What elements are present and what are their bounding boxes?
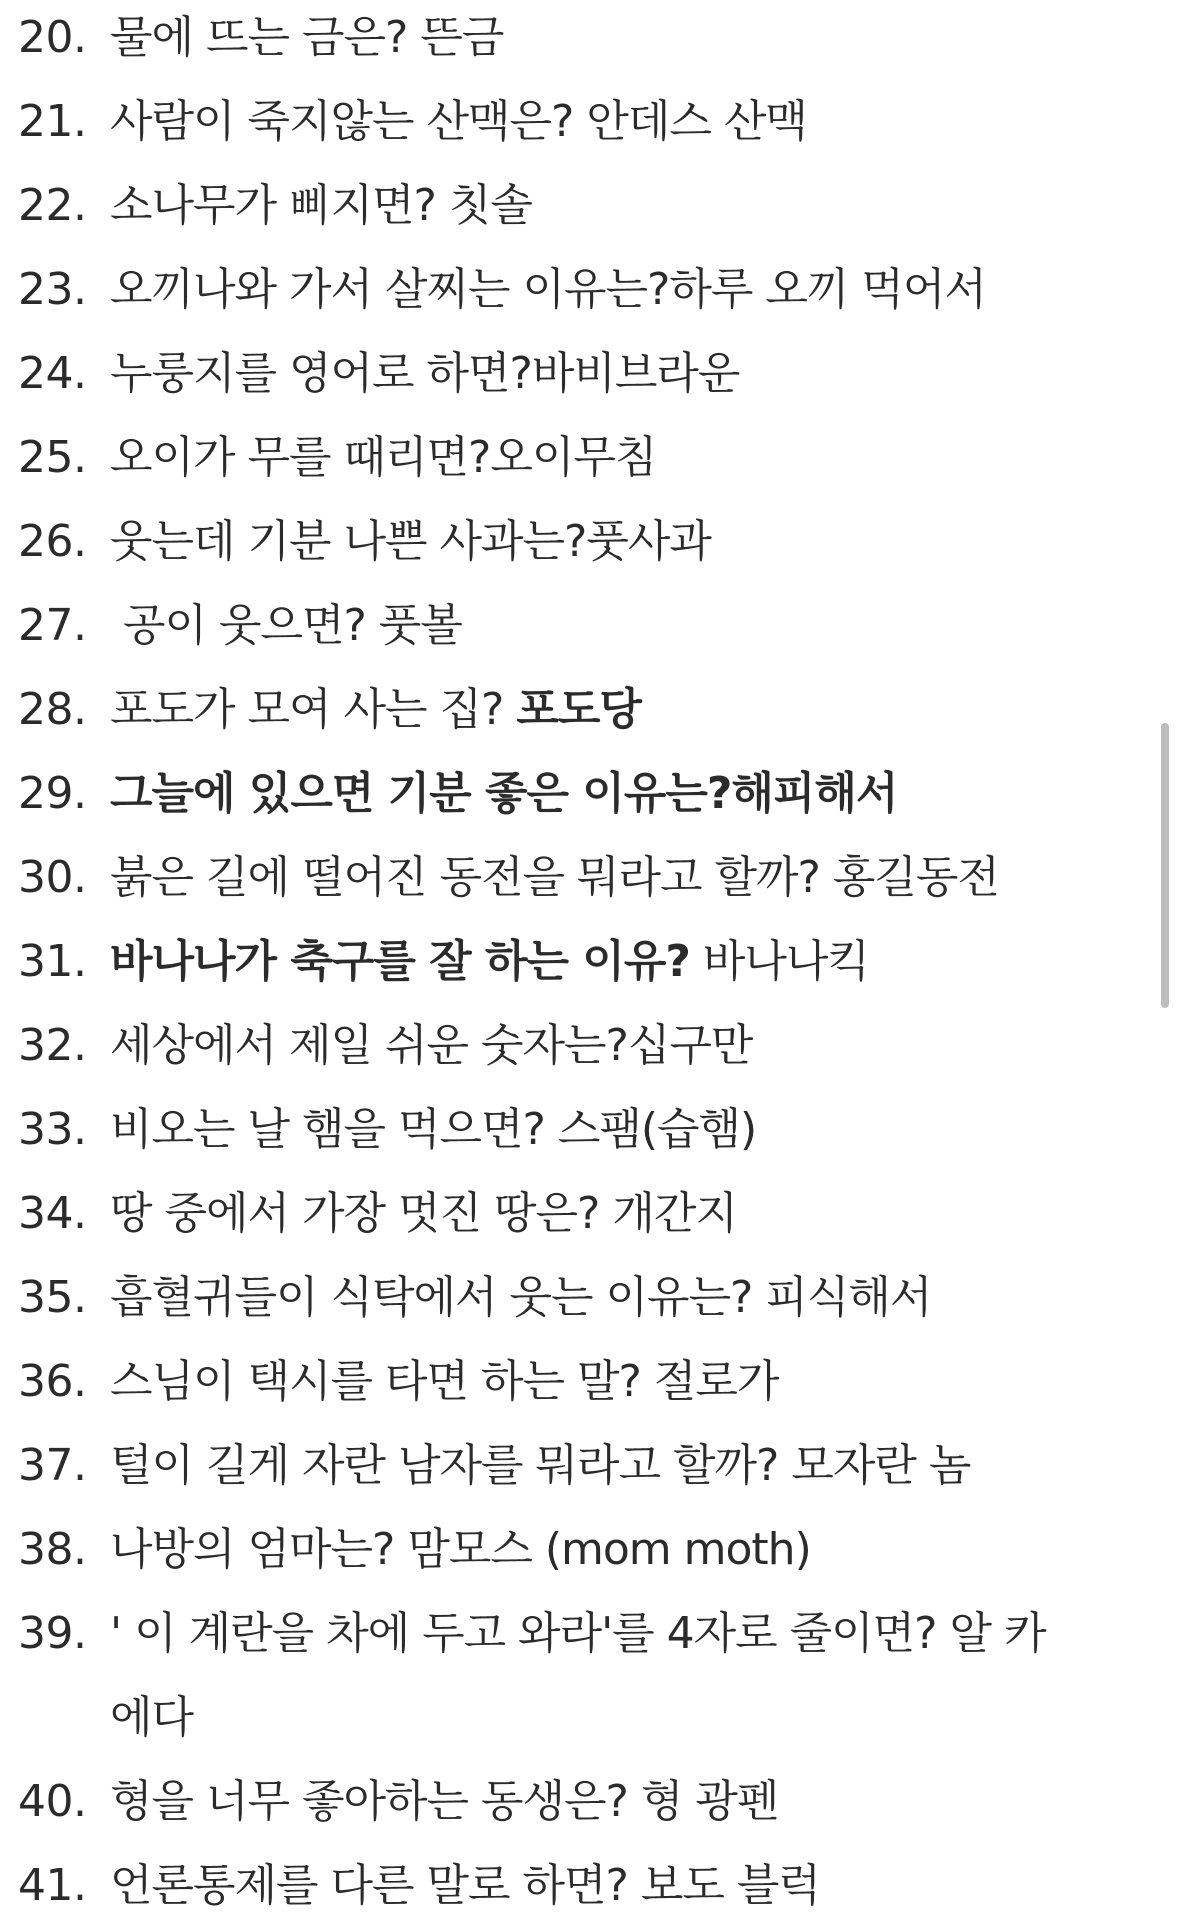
list-item (18, 164, 1138, 248)
item-number: 41. (18, 1860, 87, 1911)
item-number: 40. (18, 1776, 87, 1827)
item-text-wrapped: ' 이 계란을 차에 두고 와라'를 4자로 줄이면? 알 카 에다 (110, 1608, 1046, 1743)
item-text: 공이 웃으면? 풋볼 (110, 600, 462, 651)
item-number: 39. (18, 1608, 87, 1659)
list-item (18, 920, 1138, 1004)
item-number: 31. (18, 936, 87, 987)
item-text: 세상에서 제일 쉬운 숫자는?십구만 (110, 1020, 753, 1071)
item-text: 스님이 택시를 타면 하는 말? 절로가 (110, 1356, 779, 1407)
item-text: 비오는 날 햄을 먹으면? 스팸(습햄) (110, 1104, 757, 1155)
list-item (18, 1424, 1138, 1508)
item-number: 32. (18, 1020, 87, 1071)
item-text: 바나나가 축구를 잘 하는 이유? 바나나킥 (110, 936, 869, 987)
list-item (18, 1088, 1138, 1172)
list-item (18, 416, 1138, 500)
item-text: 오끼나와 가서 살찌는 이유는?하루 오끼 먹어서 (110, 264, 986, 315)
item-number: 29. (18, 768, 87, 819)
item-number: 20. (18, 12, 87, 63)
list-item (18, 0, 1138, 80)
item-number: 37. (18, 1440, 87, 1491)
item-text-bold: 그늘에 있으면 기분 좋은 이유는?해피해서 (110, 768, 898, 819)
list-item (18, 1004, 1138, 1088)
item-number: 38. (18, 1524, 87, 1575)
item-text: 붉은 길에 떨어진 동전을 뭐라고 할까? 홍길동전 (110, 852, 999, 903)
item-number: 35. (18, 1272, 87, 1323)
item-number: 27. (18, 600, 87, 651)
list-item (18, 332, 1138, 416)
list-item (18, 752, 1138, 836)
item-text: 형을 너무 좋아하는 동생은? 형 광펜 (110, 1776, 779, 1827)
item-text: 사람이 죽지않는 산맥은? 안데스 산맥 (110, 96, 807, 147)
item-number: 25. (18, 432, 87, 483)
joke-list (18, 0, 1138, 1928)
item-number: 30. (18, 852, 87, 903)
item-text: 소나무가 삐지면? 칫솔 (110, 180, 532, 231)
list-item (18, 584, 1138, 668)
list-item (18, 1844, 1138, 1928)
list-item (18, 1592, 1138, 1760)
item-text: 누룽지를 영어로 하면?바비브라운 (110, 348, 740, 399)
scrollbar-thumb[interactable] (1161, 723, 1169, 1008)
item-text: 털이 길게 자란 남자를 뭐라고 할까? 모자란 놈 (110, 1440, 971, 1491)
list-item (18, 1760, 1138, 1844)
item-number: 21. (18, 96, 87, 147)
item-number: 36. (18, 1356, 87, 1407)
item-question-bold: 바나나가 축구를 잘 하는 이유? (110, 936, 690, 987)
list-item (18, 1508, 1138, 1592)
item-number: 34. (18, 1188, 87, 1239)
item-number: 24. (18, 348, 87, 399)
list-item (18, 80, 1138, 164)
list-item (18, 1172, 1138, 1256)
item-text: 웃는데 기분 나쁜 사과는?풋사과 (110, 516, 711, 567)
item-text: 포도가 모여 사는 집? 포도당 (110, 684, 641, 735)
list-item (18, 1340, 1138, 1424)
list-item (18, 668, 1138, 752)
item-text: 물에 뜨는 금은? 뜬금 (110, 12, 504, 63)
item-number: 23. (18, 264, 87, 315)
list-item (18, 248, 1138, 332)
item-number: 26. (18, 516, 87, 567)
item-number: 22. (18, 180, 87, 231)
list-item (18, 1256, 1138, 1340)
item-text: 언론통제를 다른 말로 하면? 보도 블럭 (110, 1860, 820, 1911)
item-number: 33. (18, 1104, 87, 1155)
item-text: 흡혈귀들이 식탁에서 웃는 이유는? 피식해서 (110, 1272, 932, 1323)
item-text: 오이가 무를 때리면?오이무침 (110, 432, 657, 483)
item-text: 나방의 엄마는? 맘모스 (mom moth) (110, 1524, 811, 1575)
item-text: 땅 중에서 가장 멋진 땅은? 개간지 (110, 1188, 737, 1239)
list-item (18, 500, 1138, 584)
list-item (18, 836, 1138, 920)
item-number: 28. (18, 684, 87, 735)
item-answer-bold: 포도당 (516, 684, 641, 735)
